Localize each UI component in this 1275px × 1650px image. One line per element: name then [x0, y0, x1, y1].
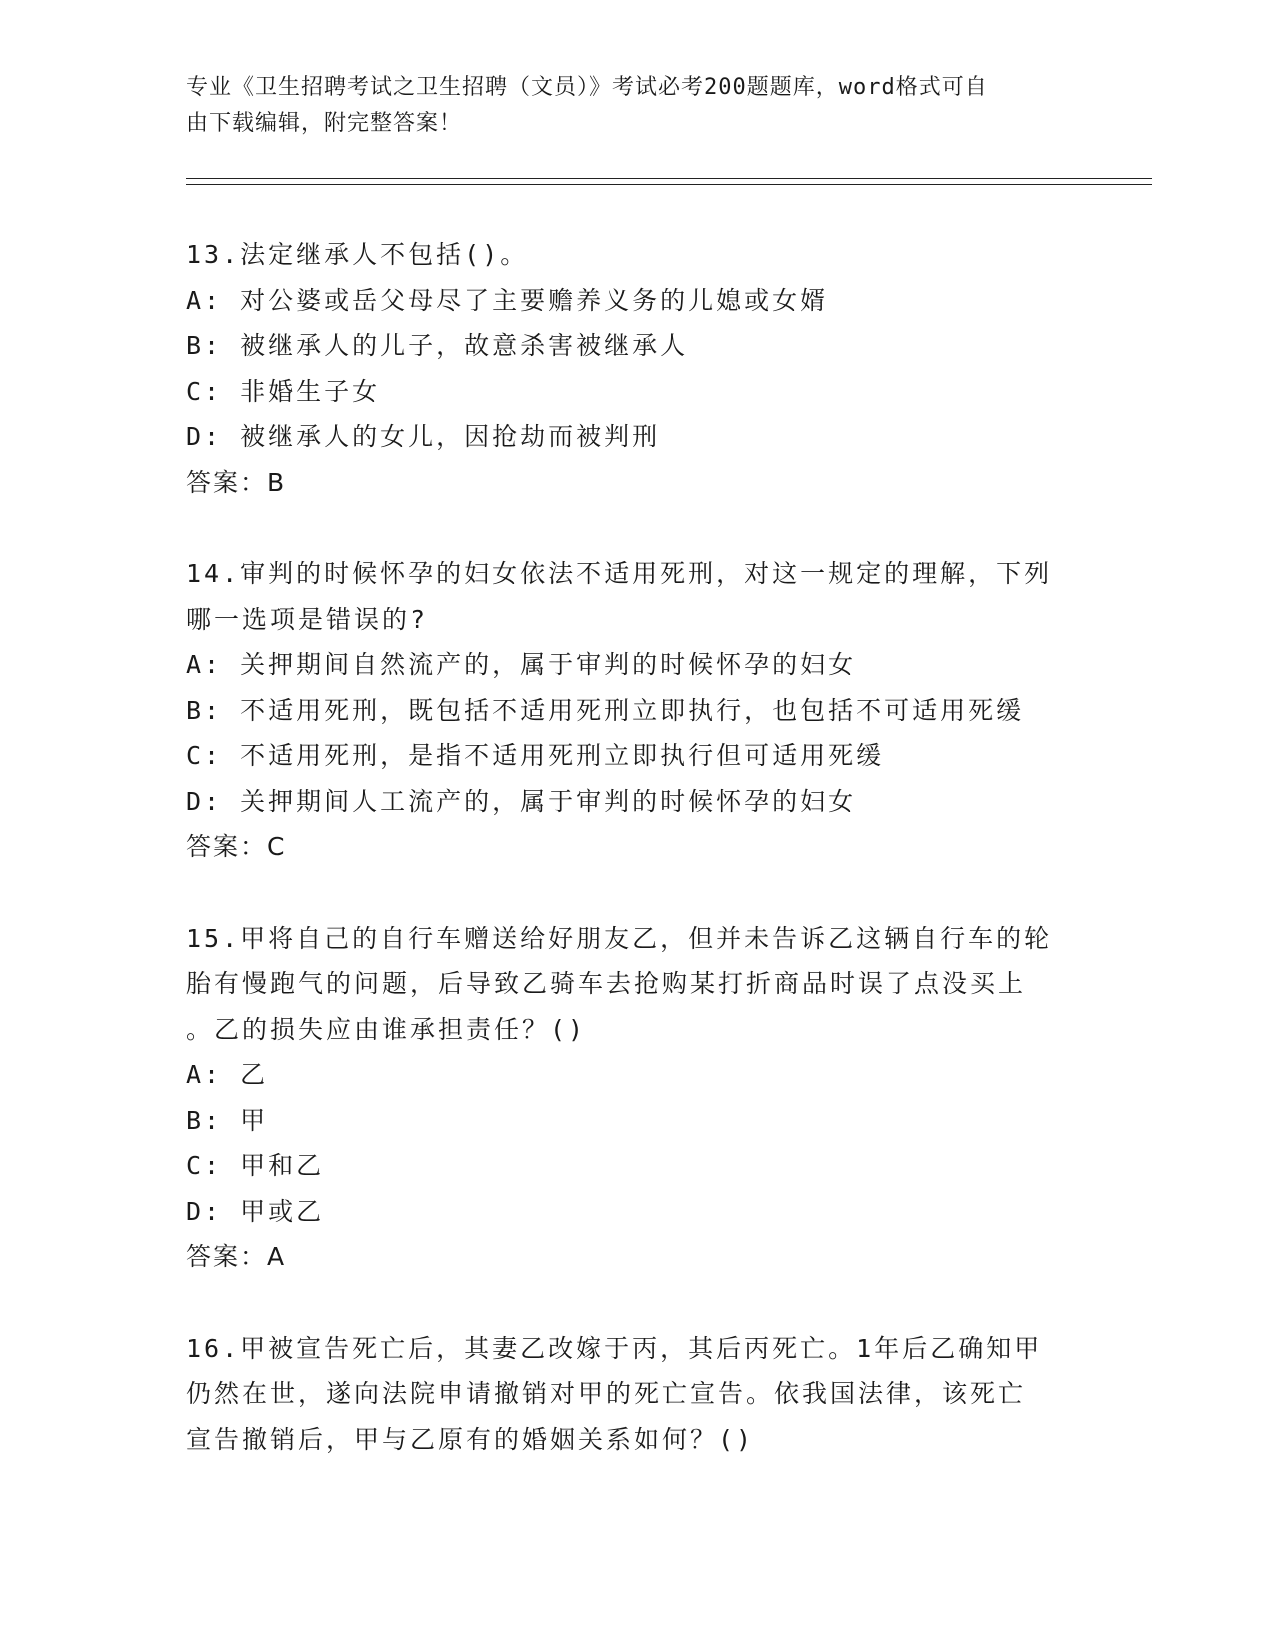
- question-stem: 16.甲被宣告死亡后，其妻乙改嫁于丙，其后丙死亡。1年后乙确知甲: [186, 1333, 1043, 1363]
- question-stem: 哪一选项是错误的?: [186, 604, 429, 634]
- answer-line: 答案：A: [186, 1242, 287, 1271]
- option-c: C: 非婚生子女: [186, 376, 381, 406]
- question-stem: 。乙的损失应由谁承担责任？(): [186, 1014, 587, 1044]
- option-d: D: 关押期间人工流产的，属于审判的时候怀孕的妇女: [186, 786, 857, 816]
- option-c: C: 不适用死刑，是指不适用死刑立即执行但可适用死缓: [186, 741, 885, 770]
- option-d: D: 被继承人的女儿，因抢劫而被判刑: [186, 422, 661, 451]
- header-line-1: 专业《卫生招聘考试之卫生招聘（文员）》考试必考200题题库，word格式可自: [186, 75, 988, 100]
- question-13: [186, 232, 1086, 505]
- question-15: [186, 916, 1086, 1280]
- header-divider-top: [186, 178, 1152, 179]
- question-stem: 仍然在世，遂向法院申请撤销对甲的死亡宣告。依我国法律，该死亡: [186, 1379, 1027, 1408]
- question-list: [186, 232, 1086, 1508]
- question-stem: 胎有慢跑气的问题，后导致乙骑车去抢购某打折商品时误了点没买上: [186, 969, 1027, 998]
- header-divider-bottom: [186, 184, 1152, 185]
- option-b: B: 不适用死刑，既包括不适用死刑立即执行，也包括不可适用死缓: [186, 695, 1025, 725]
- option-c: C: 甲和乙: [186, 1151, 325, 1180]
- question-16: [186, 1326, 1086, 1463]
- option-b: B: 被继承人的儿子，故意杀害被继承人: [186, 331, 689, 360]
- question-stem: 13.法定继承人不包括()。: [186, 240, 529, 269]
- option-a: A: 关押期间自然流产的，属于审判的时候怀孕的妇女: [186, 650, 857, 679]
- option-d: D: 甲或乙: [186, 1196, 325, 1226]
- header-line-2: 由下载编辑，附完整答案！: [186, 111, 463, 136]
- option-b: B: 甲: [186, 1105, 269, 1135]
- question-stem: 14.审判的时候怀孕的妇女依法不适用死刑，对这一规定的理解，下列: [186, 559, 1053, 588]
- question-14: [186, 551, 1086, 870]
- option-a: A: 对公婆或岳父母尽了主要赡养义务的儿媳或女婿: [186, 285, 829, 315]
- answer-line: 答案：C: [186, 832, 287, 861]
- question-stem: 15.甲将自己的自行车赠送给好朋友乙，但并未告诉乙这辆自行车的轮: [186, 923, 1053, 953]
- answer-line: 答案：B: [186, 467, 287, 497]
- document-header: [186, 70, 1066, 142]
- question-stem: 宣告撤销后，甲与乙原有的婚姻关系如何？(): [186, 1424, 755, 1454]
- option-a: A: 乙: [186, 1060, 269, 1089]
